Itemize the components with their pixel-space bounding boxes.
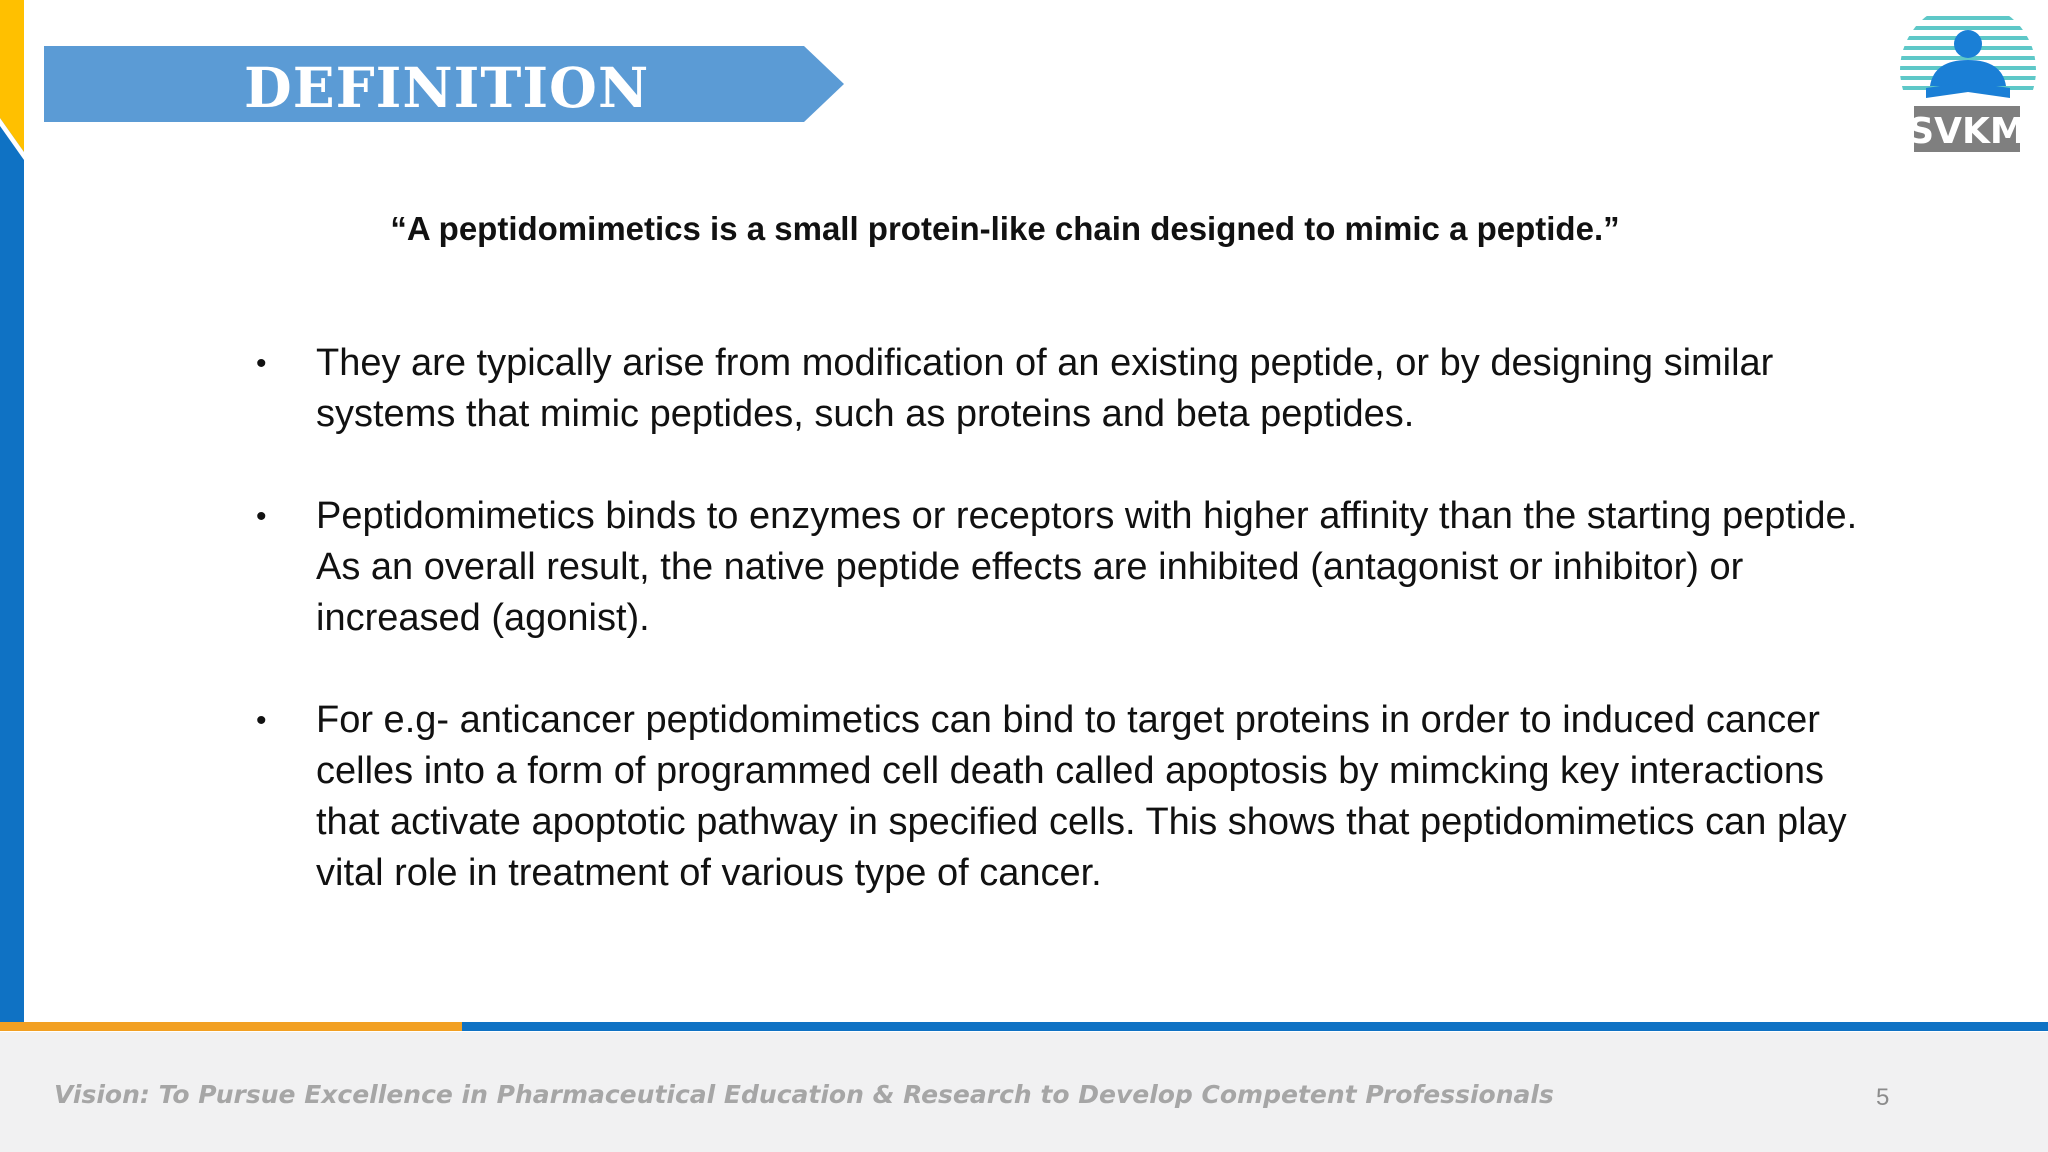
left-accent-corner bbox=[0, 0, 30, 160]
definition-quote: “A peptidomimetics is a small protein-like chain designed to mimic a peptide.” bbox=[390, 210, 1620, 247]
logo-text: SVKM bbox=[1908, 111, 2026, 152]
list-item bbox=[252, 695, 1872, 899]
list-item bbox=[252, 338, 1872, 440]
slide-title: DEFINITION bbox=[244, 55, 650, 120]
bullet-text: Peptidomimetics binds to enzymes or receptors with higher affinity than the starting peptide. As an overall result, the native peptide effects are inhibited (antagonist or inhibitor) or increased (agonist). bbox=[316, 495, 1858, 639]
bullet-icon: • bbox=[256, 347, 267, 380]
vision-statement: Vision: To Pursue Excellence in Pharmaceutical Education & Research to Develop Competent Professionals bbox=[54, 1080, 1554, 1109]
page-number: 5 bbox=[1876, 1084, 1890, 1111]
footer-divider-orange bbox=[0, 1022, 462, 1031]
svkm-logo-icon bbox=[1896, 8, 2040, 158]
bullet-list bbox=[252, 338, 1872, 950]
bullet-icon: • bbox=[256, 704, 267, 737]
bullet-icon: • bbox=[256, 500, 267, 533]
footer-divider-blue bbox=[462, 1022, 2048, 1031]
bullet-text: They are typically arise from modification of an existing peptide, or by designing similar systems that mimic peptides, such as proteins and beta peptides. bbox=[316, 342, 1774, 435]
bullet-text: For e.g- anticancer peptidomimetics can bind to target proteins in order to induced cancer celles into a form of programmed cell death called apoptosis by mimcking key interactions that activate apoptotic pathway in specified cells. This shows that peptidomimetics can play vital role in treatment of various type of cancer. bbox=[316, 699, 1847, 894]
list-item bbox=[252, 491, 1872, 644]
